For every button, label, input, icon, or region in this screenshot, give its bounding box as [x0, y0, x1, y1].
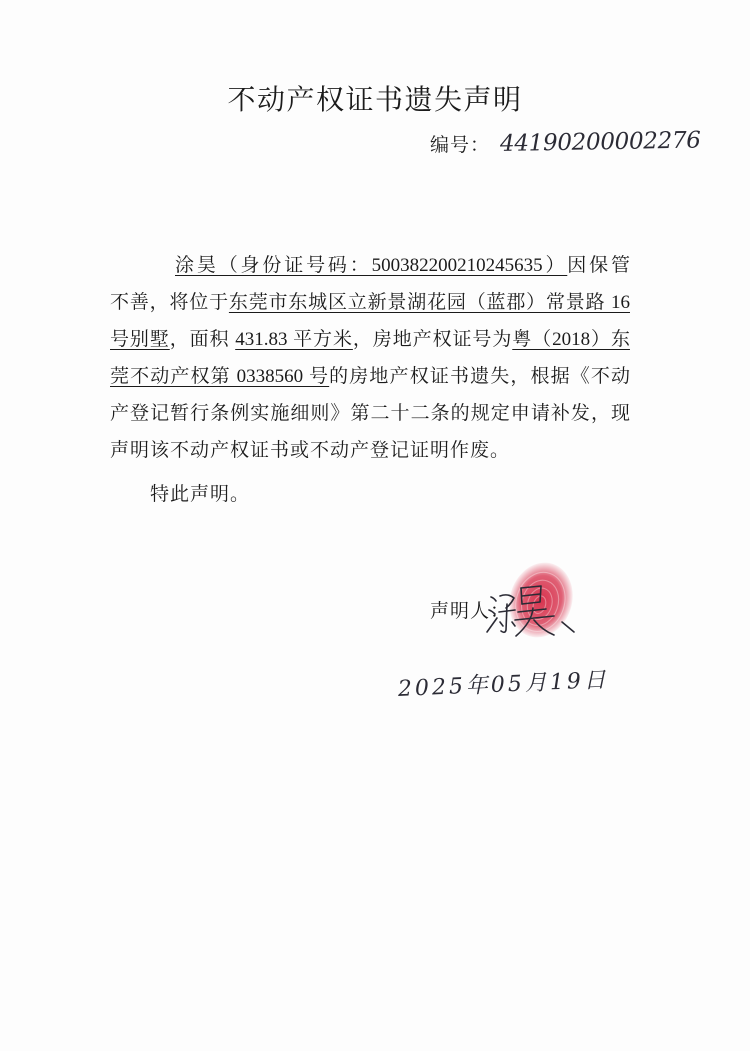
- body-text: 声明该不动产权证书或不动产登记证明作废。: [110, 440, 511, 461]
- closing-text: 特此声明。: [150, 484, 251, 505]
- handwritten-date: 2025年05月19日: [397, 667, 610, 702]
- number-label: 编号：: [430, 135, 491, 156]
- body-text: ，房地产权证号为: [352, 329, 513, 350]
- body-text: 因保管: [567, 255, 630, 276]
- body-line: [110, 247, 630, 284]
- body-text: ，面积: [169, 329, 236, 350]
- body-text: 不善，将位于: [110, 292, 229, 313]
- property-address-field: 东莞市东城区立新景湖花园（蓝郡）常景路 16: [228, 292, 630, 313]
- body-text: 的房地产权证书遗失，根据《不动: [329, 366, 630, 387]
- body-line: [110, 321, 630, 358]
- body-text: 产登记暂行条例实施细则》第二十二条的规定申请补发，现: [110, 403, 630, 424]
- document-title: 不动产权证书遗失声明: [227, 85, 523, 116]
- certificate-number-field: 粤（2018）东: [512, 329, 630, 350]
- statement-body: [110, 247, 630, 469]
- signature: [478, 560, 588, 650]
- certificate-number-field: 莞不动产权第 0338560 号: [110, 366, 330, 387]
- body-line: [110, 284, 630, 321]
- declarant-label: 声明人：: [430, 601, 511, 622]
- body-line: [110, 358, 630, 395]
- property-area-field: 431.83 平方米: [235, 329, 353, 350]
- property-address-field: 号别墅: [110, 329, 170, 350]
- body-line: [110, 395, 630, 432]
- handwritten-number: 44190200002276: [499, 127, 701, 157]
- declarant-name-id-field: 涂昊（身份证号码：500382200210245635）: [175, 255, 568, 276]
- body-line: [110, 432, 630, 469]
